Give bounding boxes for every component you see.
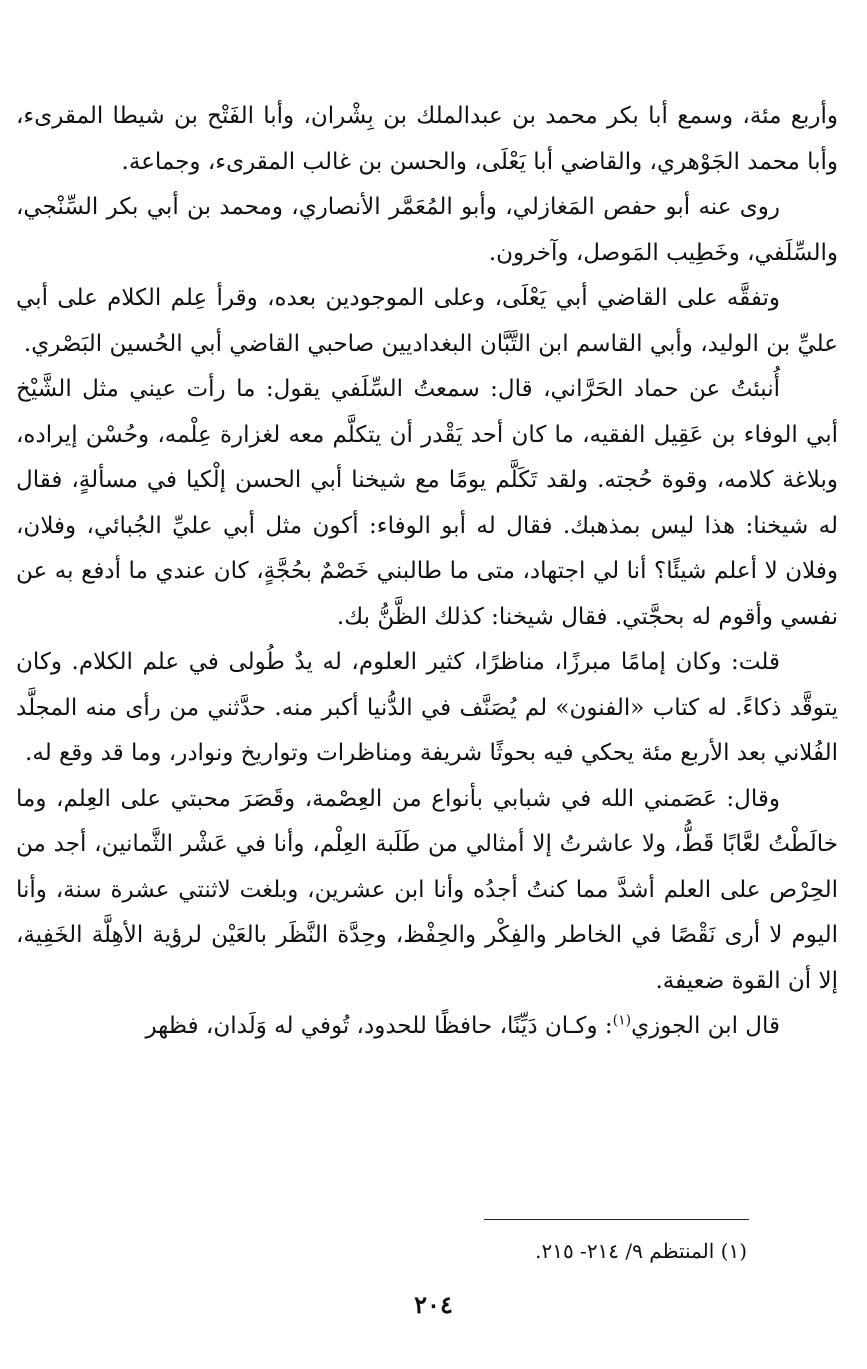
paragraph-3: وتفقَّه على القاضي أبي يَعْلَى، وعلى الموجودين بعده، وقرأ عِلم الكلام على أبي عليِّ بن الوليد، وأبي القاسم ابن التَّبَّان البغداديين صاحبي القاضي أبي الحُسين البَصْري. bbox=[16, 285, 838, 357]
main-text bbox=[16, 94, 838, 1050]
paragraph-1: وأربع مئة، وسمع أبا بكر محمد بن عبدالملك بن بِشْران، وأبا الفَتْح بن شيطا المقرىء، وأبا محمد الجَوْهري، والقاضي أبا يَعْلَى، والحسن بن غالب المقرىء، وجماعة. bbox=[16, 103, 838, 175]
footnote: (١) المنتظم ٩/ ٢١٤- ٢١٥. bbox=[535, 1239, 747, 1263]
paragraph-4: أُنبئتُ عن حماد الحَرَّاني، قال: سمعتُ السِّلَفي يقول: ما رأت عيني مثل الشَّيْخ أبي الوفاء بن عَقِيل الفقيه، ما كان أحد يَقْدر أن يتكلَّم معه لغزارة عِلْمه، وحُسْن إيراده، وبلاغة كلامه، وقوة حُجته. ولقد تَكَلَّم يومًا مع شيخنا أبي الحسن إلْكيا في مسألةٍ، فقال له شيخنا: هذا ليس بمذهبك. فقال له أبو الوفاء: أكون مثل أبي عليِّ الجُبائي، وفلان، وفلان لا أعلم شيئًا؟ أنا لي اجتهاد، متى ما طالبني خَصْمٌ بحُجَّةٍ، كان عندي ما أدفع به عن نفسي وأقوم له بحجَّتي. فقال شيخنا: كذلك الظَّنُّ بك. bbox=[16, 376, 838, 630]
paragraph-7-rest: : وكـان دَيِّنًا، حافظًا للحدود، تُوفي له وَلَدان، فظهر bbox=[145, 1013, 613, 1039]
paragraph-6: وقال: عَصَمني الله في شبابي بأنواع من العِصْمة، وقَصَرَ محبتي على العِلم، وما خالَطْتُ لعَّابًا قَطُّ، ولا عاشرتُ إلا أمثالي من طَلَبة العِلْم، وأنا في عَشْر الثَّمانين، أجد من الحِرْص على العلم أشدَّ مما كنتُ أجدُه وأنا ابن عشرين، وبلغت لاثنتي عشرة سنة، وأنا اليوم لا أرى نَقْصًا في الخاطر والفِكْر والحِفْظ، وحِدَّة النَّظَر بالعَيْن لرؤية الأهِلَّة الخَفِية، إلا أن القوة ضعيفة. bbox=[16, 785, 838, 994]
page-number: ٢٠٤ bbox=[414, 1290, 453, 1319]
footnote-divider bbox=[484, 1219, 749, 1220]
paragraph-7 bbox=[16, 1004, 838, 1050]
footnote-reference-mark[interactable]: (١) bbox=[612, 1012, 632, 1029]
paragraph-7-lead: قال ابن الجوزي bbox=[631, 1013, 780, 1039]
paragraph-2: روى عنه أبو حفص المَغازلي، وأبو المُعَمَّر الأنصاري، ومحمد بن أبي بكر السِّنْجي، والسِّلَفي، وخَطِيب المَوصل، وآخرون. bbox=[16, 194, 838, 266]
paragraph-5: قلت: وكان إمامًا مبرزًا، مناظرًا، كثير العلوم، له يدٌ طُولى في علم الكلام. وكان يتوقَّد ذكاءً. له كتاب «الفنون» لم يُصَنَّف في الدُّنيا أكبر منه. حدَّثني من رأى منه المجلَّد الفُلاني بعد الأربع مئة يحكي فيه بحوثًا شريفة ومناظرات وتواريخ ونوادر، وما قد وقع له. bbox=[16, 649, 838, 766]
